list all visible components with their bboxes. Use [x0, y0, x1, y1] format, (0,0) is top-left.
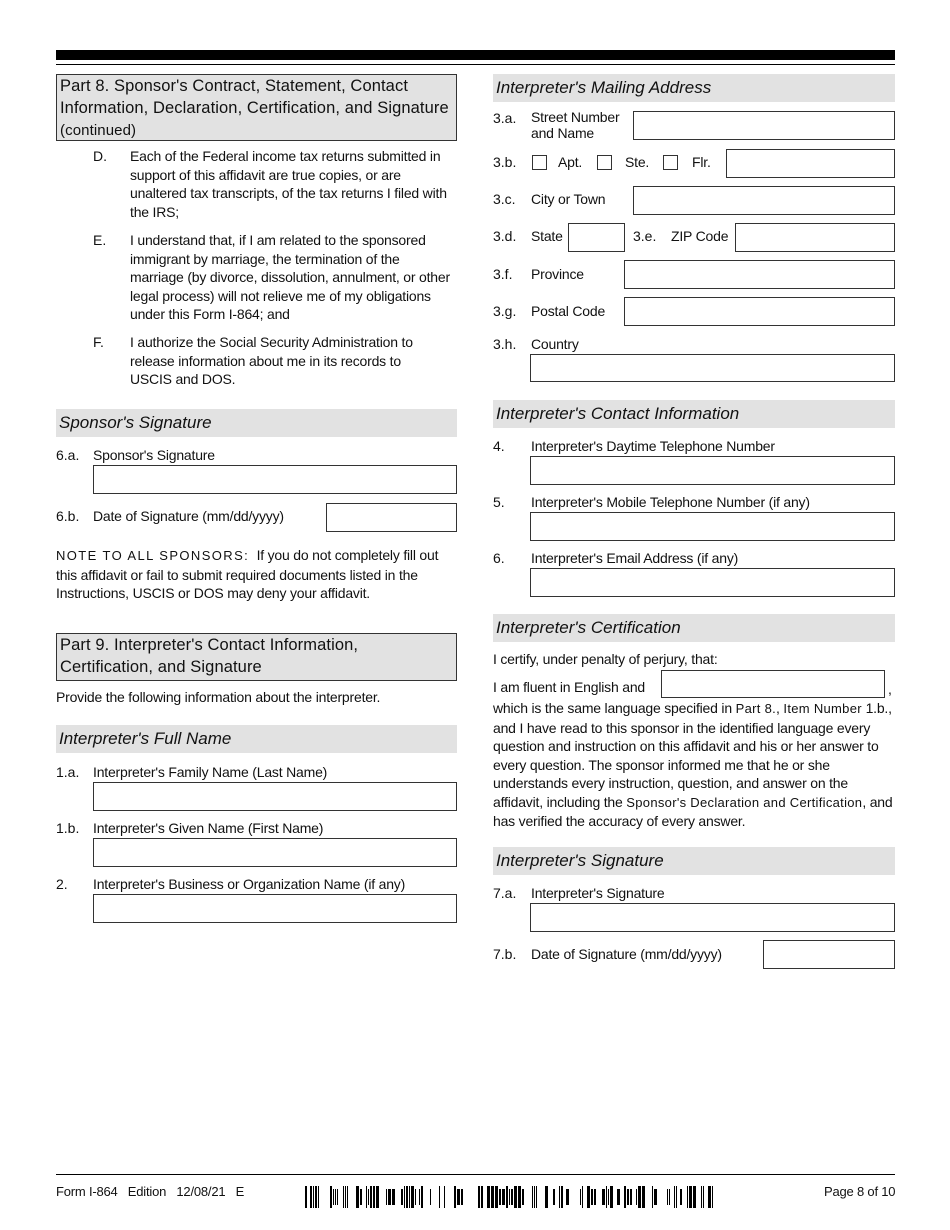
q6b-number: 6.b. — [56, 508, 80, 524]
interpreter-full-name-heading: Interpreter's Full Name — [56, 725, 457, 753]
apt-checkbox[interactable] — [532, 155, 547, 170]
q3d-number: 3.d. — [493, 228, 517, 244]
cert-declaration-ref: Sponsor's Declaration and Certification — [626, 794, 863, 810]
q3a-label — [531, 109, 619, 141]
interpreter-signature-heading: Interpreter's Signature — [493, 847, 895, 875]
part8-continued: (continued) — [60, 122, 137, 139]
q5-number: 5. — [493, 494, 505, 510]
part8-title: Part 8. Sponsor's Contract, Statement, Contact Information, Declaration, Certification, and Signature — [60, 77, 449, 117]
item-letter-e: E. — [93, 232, 107, 248]
q6a-label: Sponsor's Signature — [93, 447, 215, 463]
interpreter-contact-heading: Interpreter's Contact Information — [493, 400, 895, 428]
part9-title: Part 9. Interpreter's Contact Information, Certification, and Signature — [60, 636, 359, 676]
footer-rule — [56, 1174, 895, 1175]
unit-number-input[interactable] — [726, 149, 895, 178]
item-text-d: Each of the Federal income tax returns submitted in support of this affidavit are true copies, or are unaltered tax transcripts, of the tax returns I filed with the IRS; — [130, 148, 447, 220]
part9-intro: Provide the following information about the interpreter. — [56, 689, 381, 705]
state-select[interactable] — [568, 223, 625, 252]
q1a-label: Interpreter's Family Name (Last Name) — [93, 764, 328, 780]
flr-label: Flr. — [692, 154, 711, 170]
q4-number: 4. — [493, 438, 505, 454]
cert-text-4: , and has verified the accuracy of every answer. — [493, 793, 893, 829]
interpreter-signature-field[interactable] — [530, 903, 895, 932]
q6a-number: 6.a. — [56, 447, 80, 463]
item-text-f: I authorize the Social Security Administration to release information about me in its records to USCIS and DOS. — [130, 334, 413, 387]
email-input[interactable] — [530, 568, 895, 597]
footer-form-edition: Form I-864 Edition 12/08/21 E — [56, 1184, 245, 1199]
q3h-label: Country — [531, 336, 579, 352]
q3h-number: 3.h. — [493, 336, 517, 352]
interpreter-certification-heading: Interpreter's Certification — [493, 614, 895, 642]
q2-number: 2. — [56, 876, 68, 892]
note-to-sponsors — [56, 546, 456, 603]
q6-number: 6. — [493, 550, 505, 566]
cert-text-1: which is the same language specified in — [493, 700, 732, 716]
q3d-label: State — [531, 228, 563, 244]
ste-checkbox[interactable] — [597, 155, 612, 170]
q5-label: Interpreter's Mobile Telephone Number (if any) — [531, 494, 810, 510]
sponsor-signature-heading: Sponsor's Signature — [56, 409, 457, 437]
interpreter-mailing-address-heading: Interpreter's Mailing Address — [493, 74, 895, 102]
q3a-number: 3.a. — [493, 110, 517, 126]
street-number-input[interactable] — [633, 111, 895, 140]
top-rule-thin — [56, 64, 895, 65]
cert-comma: , — [888, 681, 892, 697]
q4-label: Interpreter's Daytime Telephone Number — [531, 438, 775, 454]
sponsor-signature-field[interactable] — [93, 465, 457, 494]
interpreter-organization-input[interactable] — [93, 894, 457, 923]
q3a-label-line1: Street Number — [531, 109, 620, 125]
interpreter-family-name-input[interactable] — [93, 782, 457, 811]
cert-paragraph — [493, 699, 893, 831]
q3g-number: 3.g. — [493, 303, 517, 319]
sponsor-signature-date-field[interactable] — [326, 503, 457, 532]
cert-part8-ref: Part 8. — [735, 701, 777, 716]
q3c-number: 3.c. — [493, 191, 516, 207]
cert-item-ref: Item Number — [783, 701, 862, 716]
part9-title-box — [56, 633, 457, 681]
apt-label: Apt. — [558, 154, 583, 170]
barcode-icon — [305, 1186, 715, 1208]
cert-text-2: , — [776, 700, 780, 716]
language-input[interactable] — [661, 670, 885, 698]
flr-checkbox[interactable] — [663, 155, 678, 170]
q3g-label: Postal Code — [531, 303, 606, 319]
daytime-phone-input[interactable] — [530, 456, 895, 485]
q6b-label: Date of Signature (mm/dd/yyyy) — [93, 508, 284, 524]
item-letter-f: F. — [93, 334, 104, 350]
q3e-number: 3.e. — [633, 228, 657, 244]
q1b-number: 1.b. — [56, 820, 80, 836]
zip-code-input[interactable] — [735, 223, 895, 252]
note-label: NOTE TO ALL SPONSORS: — [56, 548, 250, 563]
top-rule-thick — [56, 50, 895, 60]
q3f-number: 3.f. — [493, 266, 513, 282]
q7a-label: Interpreter's Signature — [531, 885, 665, 901]
province-input[interactable] — [624, 260, 895, 289]
mobile-phone-input[interactable] — [530, 512, 895, 541]
q3f-label: Province — [531, 266, 584, 282]
note-text: If you do not completely fill out this affidavit or fail to submit required documents listed in the Instructions, USCIS or DOS may deny your affidavit. — [56, 547, 439, 601]
q6-label: Interpreter's Email Address (if any) — [531, 550, 739, 566]
q1a-number: 1.a. — [56, 764, 80, 780]
postal-code-input[interactable] — [624, 297, 895, 326]
cert-text-3: 1.b., and I have read to this sponsor in the identified language every question and instruction on this affidavit and his or her answer to every question. The sponsor informed me that he or she understands every instruction, question, and answer on the affidavit, including the — [493, 700, 892, 810]
q3a-label-line2: and Name — [531, 125, 594, 141]
q1b-label: Interpreter's Given Name (First Name) — [93, 820, 324, 836]
part8-title-box — [56, 74, 457, 141]
q7b-number: 7.b. — [493, 946, 517, 962]
interpreter-given-name-input[interactable] — [93, 838, 457, 867]
q7b-label: Date of Signature (mm/dd/yyyy) — [531, 946, 722, 962]
q2-label: Interpreter's Business or Organization Name (if any) — [93, 876, 406, 892]
q3e-label: ZIP Code — [671, 228, 729, 244]
ste-label: Ste. — [625, 154, 650, 170]
item-text-e: I understand that, if I am related to the sponsored immigrant by marriage, the termination of the marriage (by divorce, dissolution, annulment, or other legal process) will not relieve me of my obligations under this Form I-864; and — [130, 232, 450, 322]
city-input[interactable] — [633, 186, 895, 215]
item-letter-d: D. — [93, 148, 107, 164]
q7a-number: 7.a. — [493, 885, 517, 901]
interpreter-signature-date-field[interactable] — [763, 940, 895, 969]
cert-fluent-label: I am fluent in English and — [493, 679, 646, 695]
q3b-number: 3.b. — [493, 154, 517, 170]
q3c-label: City or Town — [531, 191, 606, 207]
cert-intro: I certify, under penalty of perjury, that: — [493, 651, 718, 667]
country-input[interactable] — [530, 354, 895, 382]
footer-page-number: Page 8 of 10 — [824, 1184, 896, 1199]
